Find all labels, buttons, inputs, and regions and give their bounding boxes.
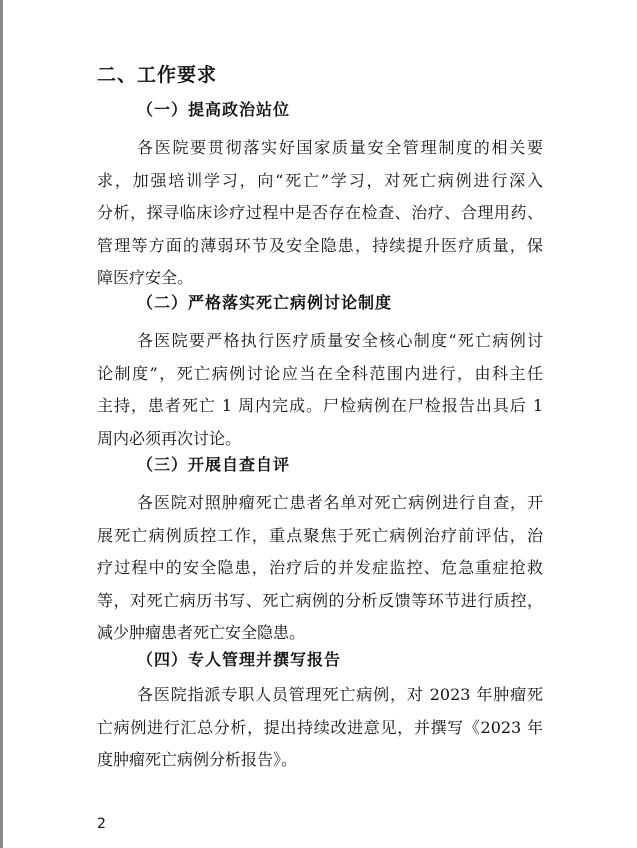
paragraph-line: 论制度”，死亡病例讨论应当在全科范围内进行，由科主任 xyxy=(97,363,543,383)
subsection-paragraph-3 xyxy=(97,487,543,650)
paragraph-line: 管理等方面的薄弱环节及安全隐患，持续提升医疗质量，保 xyxy=(97,235,543,255)
paragraph-line: 各医院要贯彻落实好国家质量安全管理制度的相关要 xyxy=(137,138,543,157)
paragraph-line: 疗过程中的安全隐患，治疗后的并发症监控、危急重症抢救 xyxy=(97,558,543,577)
subsection-heading-4: （四）专人管理并撰写报告 xyxy=(137,650,342,669)
subsection-heading-1: （一）提高政治站位 xyxy=(137,100,291,119)
subsection-heading-3: （三）开展自查自评 xyxy=(137,455,291,474)
subsection-paragraph-2 xyxy=(97,325,543,455)
page-number: 2 xyxy=(97,816,106,832)
paragraph-line: 等，对死亡病历书写、死亡病例的分析反馈等环节进行质控， xyxy=(97,590,543,610)
paragraph-line: 各医院对照肿瘤死亡患者名单对死亡病例进行自查，开 xyxy=(137,493,543,512)
page-edge xyxy=(0,0,3,848)
subsection-paragraph-1 xyxy=(97,132,543,295)
paragraph-line: 减少肿瘤患者死亡安全隐患。 xyxy=(97,623,306,642)
paragraph-line: 主持，患者死亡 1 周内完成。尸检病例在尸检报告出具后 1 xyxy=(97,396,543,415)
paragraph-line: 亡病例进行汇总分析，提出持续改进意见，并撰写《2023 年 xyxy=(97,717,543,737)
paragraph-line: 各医院指派专职人员管理死亡病例，对 2023 年肿瘤死 xyxy=(137,685,543,704)
paragraph-line: 各医院要严格执行医疗质量安全核心制度“死亡病例讨 xyxy=(137,331,543,350)
paragraph-line: 展死亡病例质控工作，重点聚焦于死亡病例治疗前评估，治 xyxy=(97,525,543,545)
subsection-paragraph-4 xyxy=(97,679,543,777)
section-title: 二、工作要求 xyxy=(97,64,218,86)
subsection-heading-2: （二）严格落实死亡病例讨论制度 xyxy=(137,293,393,312)
paragraph-line: 障医疗安全。 xyxy=(97,268,194,287)
paragraph-line: 度肿瘤死亡病例分析报告》。 xyxy=(97,750,298,769)
paragraph-line: 求，加强培训学习，向“死亡”学习，对死亡病例进行深入 xyxy=(97,170,543,190)
paragraph-line: 周内必须再次讨论。 xyxy=(97,428,242,448)
paragraph-line: 分析，探寻临床诊疗过程中是否存在检查、治疗、合理用药、 xyxy=(97,203,543,222)
